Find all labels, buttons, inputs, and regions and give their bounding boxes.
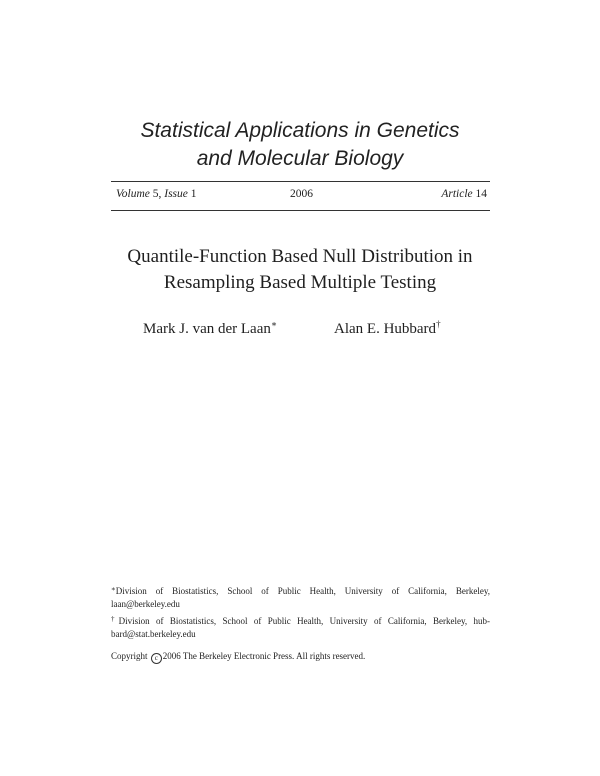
copyright-notice [111,650,365,664]
footnotes [111,583,490,643]
copyright-text: 2006 The Berkeley Electronic Press. All rights reserved. [162,651,366,661]
journal-title-line-2: and Molecular Biology [196,147,404,170]
footnote-2-line-1 [111,613,490,628]
volume-number: 5 [152,188,159,200]
paper-title-line-2: Resampling Based Multiple Testing [163,272,437,293]
copyright-symbol-icon: c [151,653,162,664]
footnote-2-email: bard@stat.berkeley.edu [111,628,196,639]
issue-number: 1 [190,188,197,200]
author-2-footnote-mark: † [436,319,441,329]
volume-label: Volume [116,188,150,200]
top-rule [111,181,490,182]
paper-title-line-1: Quantile-Function Based Null Distribution in [127,246,473,267]
volume-issue: Volume 5, Issue 1 [116,188,197,200]
author-1 [143,318,277,340]
footnote-2-text: Division of Biostatistics, School of Public Health, University of California, Berkeley, hub- [118,616,491,626]
article-info [441,186,487,202]
author-1-footnote-mark: ∗ [270,319,277,329]
journal-title-line-1: Statistical Applications in Genetics [140,119,460,142]
issue-year: 2006 [290,188,313,200]
copyright-prefix: Copyright [111,651,148,661]
issue-label: Issue [164,188,188,200]
footnote-2 [111,613,490,640]
author-2-name: Alan E. Hubbard [334,321,437,337]
footnote-1-mark: ∗ [111,585,116,593]
bottom-rule [111,210,490,211]
author-list [0,318,600,340]
paper-title [0,244,600,296]
article-label: Article [441,188,473,200]
issue-info-row [116,186,487,202]
author-2 [334,318,441,340]
footnote-1-text: Division of Biostatistics, School of Public Health, University of California, Berkeley, [115,586,490,596]
footnote-1 [111,583,490,610]
journal-title [0,117,600,173]
footnote-1-email: laan@berkeley.edu [111,598,180,609]
author-1-name: Mark J. van der Laan [143,321,271,337]
footnote-2-mark: † [111,615,119,623]
article-number: 14 [475,188,487,200]
footnote-1-line-1 [111,583,490,598]
